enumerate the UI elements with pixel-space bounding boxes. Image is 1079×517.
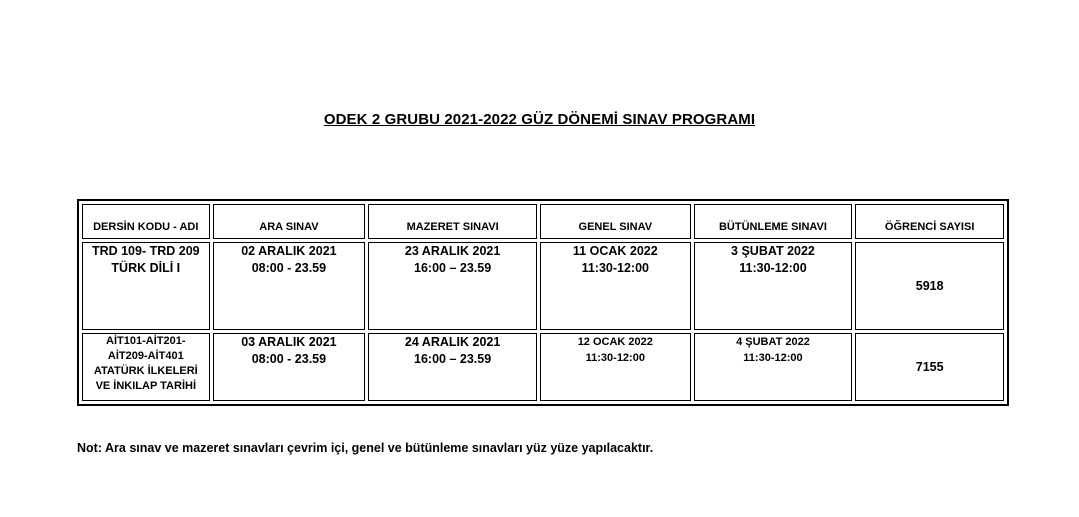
course-code: AİT101-AİT201- <box>106 335 186 348</box>
header-course: DERSİN KODU - ADI <box>82 204 210 239</box>
exam-schedule-table <box>77 199 1009 406</box>
course-name: ATATÜRK İLKELERİ <box>93 365 198 378</box>
table-row <box>82 242 1004 330</box>
midterm-cell <box>213 333 366 401</box>
midterm-time: 08:00 - 23.59 <box>251 260 327 275</box>
course-name: TÜRK DİLİ I <box>111 260 181 275</box>
course-name: VE İNKILAP TARİHİ <box>95 380 196 393</box>
table-row <box>82 333 1004 401</box>
header-resit: BÜTÜNLEME SINAVI <box>694 204 853 239</box>
general-time: 11:30-12:00 <box>585 352 645 365</box>
general-cell <box>540 242 691 330</box>
makeup-time: 16:00 – 23.59 <box>414 260 492 275</box>
midterm-date: 03 ARALIK 2021 <box>241 335 337 350</box>
makeup-time: 16:00 – 23.59 <box>414 352 492 367</box>
midterm-date: 02 ARALIK 2021 <box>241 243 337 258</box>
general-date: 12 OCAK 2022 <box>577 336 653 349</box>
resit-time: 11:30-12:00 <box>743 352 803 365</box>
makeup-date: 23 ARALIK 2021 <box>404 243 501 258</box>
makeup-date: 24 ARALIK 2021 <box>404 335 501 350</box>
resit-cell <box>694 242 853 330</box>
course-code: AİT209-AİT401 <box>107 350 184 363</box>
table-header-row <box>82 204 1004 239</box>
course-cell <box>82 242 210 330</box>
header-general: GENEL SINAV <box>540 204 691 239</box>
resit-time: 11:30-12:00 <box>739 260 807 275</box>
page-title: ODEK 2 GRUBU 2021-2022 GÜZ DÖNEMİ SINAV PROGRAMI <box>323 111 756 128</box>
midterm-cell <box>213 242 366 330</box>
midterm-time: 08:00 - 23.59 <box>251 352 327 367</box>
course-code: TRD 109- TRD 209 <box>91 243 200 258</box>
student-count: 7155 <box>855 333 1004 401</box>
resit-date: 4 ŞUBAT 2022 <box>736 336 810 349</box>
resit-cell <box>694 333 853 401</box>
general-date: 11 OCAK 2022 <box>572 243 658 258</box>
header-midterm: ARA SINAV <box>213 204 366 239</box>
header-students: ÖĞRENCİ SAYISI <box>855 204 1004 239</box>
makeup-cell <box>368 242 537 330</box>
header-makeup: MAZERET SINAVI <box>368 204 537 239</box>
footnote: Not: Ara sınav ve mazeret sınavları çevrim içi, genel ve bütünleme sınavları yüz yüze yapılacaktır. <box>77 441 654 455</box>
general-cell <box>540 333 691 401</box>
general-time: 11:30-12:00 <box>581 260 649 275</box>
resit-date: 3 ŞUBAT 2022 <box>731 243 815 258</box>
student-count: 5918 <box>855 242 1004 330</box>
makeup-cell <box>368 333 537 401</box>
course-cell <box>82 333 210 401</box>
